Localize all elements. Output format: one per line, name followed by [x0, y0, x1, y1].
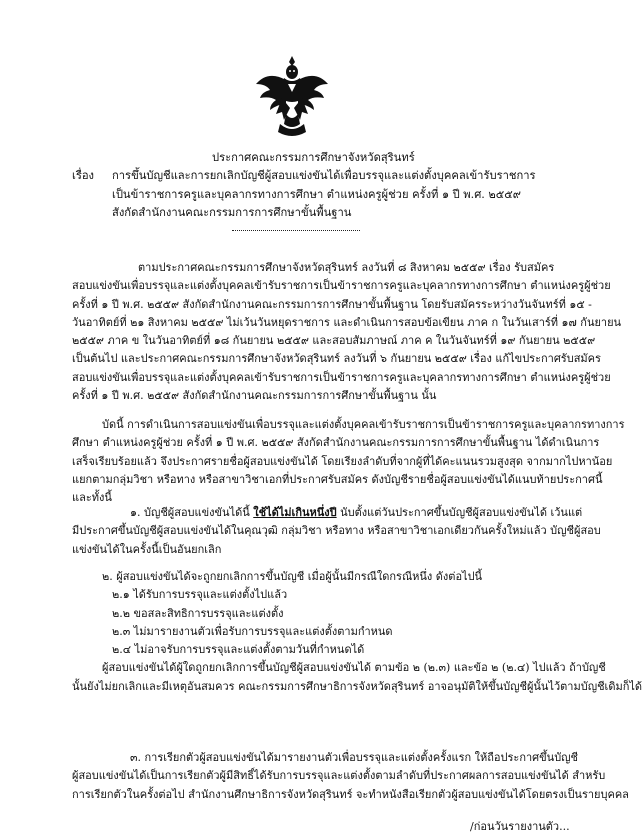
paragraph-announcement — [72, 416, 625, 507]
subject-line: สังกัดสำนักงานคณะกรรมการการศึกษาขั้นพื้นฐาน — [112, 206, 352, 219]
text-line: มีประกาศขึ้นบัญชีผู้สอบแข่งขันได้ในคุณวุฒิ กลุ่มวิชา หรือทาง หรือสาขาวิชาเอกเดียวกันครั้งใหม่แล้ว บัญชีผู้สอบ — [72, 524, 601, 538]
text-line: ศึกษา ตำแหน่งครูผู้ช่วย ครั้งที่ ๑ ปี พ.ศ. ๒๕๕๙ สังกัดสำนักงานคณะกรรมการการศึกษาขั้นพื้นฐาน ได้ดำเนินการ — [72, 436, 600, 450]
text-line: ๓. การเรียกตัวผู้สอบแข่งขันได้มารายงานตัวเพื่อบรรจุและแต่งตั้งครั้งแรก ให้ถือประกาศขึ้นบัญชี — [130, 751, 579, 764]
subject-line: เป็นข้าราชการครูและบุคลากรทางการศึกษา ตำแหน่งครูผู้ช่วย ครั้งที่ ๑ ปี พ.ศ. ๒๕๕๙ — [112, 188, 521, 201]
text-line: ๒.๒ ขอสละสิทธิการบรรจุและแต่งตั้ง — [112, 606, 284, 620]
continuation-note: /ก่อนวันรายงานตัว... — [470, 820, 570, 833]
subject-line: การขึ้นบัญชีและการยกเลิกบัญชีผู้สอบแข่งขันได้เพื่อบรรจุและแต่งตั้งบุคคลเข้ารับราชการ — [112, 169, 536, 182]
text-line: แยกตามกลุ่มวิชา หรือทาง หรือสาขาวิชาเอกที่ประกาศรับสมัคร ดังบัญชีรายชื่อผู้สอบแข่งขันได้แนบท้ายประกาศนี้ — [72, 472, 603, 486]
paragraph-background — [72, 259, 622, 405]
text-line: ผู้สอบแข่งขันได้เป็นการเรียกตัวผู้มีสิทธิ์ได้รับการบรรจุและแต่งตั้งตามลำดับที่ประกาศผลการสอบแข่งขันได้ สำหรับ — [72, 769, 606, 783]
text-line: เสร็จเรียบร้อยแล้ว จึงประกาศรายชื่อผู้สอบแข่งขันได้ โดยเรียงลำดับที่จากผู้ที่ได้คะแนนรวมสูงสุด จากมากไปหาน้อย — [72, 454, 613, 468]
separator-line — [232, 230, 360, 231]
garuda-emblem — [254, 52, 330, 138]
text-line: ๒๕๕๙ ภาค ข ในวันอาทิตย์ที่ ๑๘ กันยายน ๒๕๕๙ และสอบสัมภาษณ์ ภาค ค ในวันจันทร์ที่ ๑๙ กันยายน ๒๕๕๙ — [72, 334, 596, 348]
text-line: ผู้สอบแข่งขันได้ผู้ใดถูกยกเลิกการขึ้นบัญชีผู้สอบแข่งขันได้ ตามข้อ ๒ (๒.๓) และข้อ ๒ (๒.๔) ไปแล้ว ถ้าบัญชี — [102, 661, 606, 675]
text-line: แข่งขันได้ในครั้งนี้เป็นอันยกเลิก — [72, 542, 222, 556]
text-line: ครั้งที่ ๑ ปี พ.ศ. ๒๕๕๙ สังกัดสำนักงานคณะกรรมการการศึกษาขั้นพื้นฐาน นั้น — [72, 389, 437, 403]
text-line: ตามประกาศคณะกรรมการศึกษาจังหวัดสุรินทร์ ลงวันที่ ๘ สิงหาคม ๒๕๕๙ เรื่อง รับสมัคร — [138, 261, 555, 274]
announcement-title: ประกาศคณะกรรมการศึกษาจังหวัดสุรินทร์ — [212, 151, 415, 164]
text-line: ๒.๓ ไม่มารายงานตัวเพื่อรับการบรรจุและแต่งตั้งตามกำหนด — [112, 624, 393, 638]
item-2 — [72, 568, 642, 696]
item-1 — [72, 504, 601, 559]
item-1-suffix: นับตั้งแต่วันประกาศขึ้นบัญชีผู้สอบแข่งขันได้ เว้นแต่ — [336, 506, 583, 519]
text-line: บัดนี้ การดำเนินการสอบแข่งขันเพื่อบรรจุและแต่งตั้งบุคคลเข้ารับราชการเป็นข้าราชการครูและบุคลากรทางการ — [102, 418, 625, 431]
item-1-emphasis: ใช้ได้ไม่เกินหนึ่งปี — [253, 506, 337, 519]
text-line: เป็นต้นไป และประกาศคณะกรรมการศึกษาจังหวัดสุรินทร์ ลงวันที่ ๖ กันยายน ๒๕๕๙ เรื่อง แก้ไขประกาศรับสมัคร — [72, 352, 601, 366]
text-line: วันอาทิตย์ที่ ๒๑ สิงหาคม ๒๕๕๙ ไม่เว้นวันหยุดราชการ และดำเนินการสอบข้อเขียน ภาค ก ในวันเสาร์ที่ ๑๗ กันยายน — [72, 315, 622, 329]
text-line: นั้นยังไม่ยกเลิกและมีเหตุอันสมควร คณะกรรมการศึกษาธิการจังหวัดสุรินทร์ อาจอนุมัติให้ขึ้นบัญชีผู้นั้นไว้ตามบัญชีเดิมก็ได้ — [72, 679, 642, 693]
text-line: ๒.๔ ไม่อาจรับการบรรจุและแต่งตั้งตามวันที่กำหนดได้ — [112, 643, 365, 657]
item-3 — [72, 749, 629, 804]
text-line: การเรียกตัวในครั้งต่อไป สำนักงานศึกษาธิการจังหวัดสุรินทร์ จะทำหนังสือเรียกตัวผู้สอบแข่งขันได้โดยตรงเป็นรายบุคคล — [72, 787, 629, 801]
text-line — [72, 504, 583, 522]
text-line: สอบแข่งขันเพื่อบรรจุและแต่งตั้งบุคคลเข้ารับราชการเป็นข้าราชการครูและบุคลากรทางการศึกษา ตำแหน่งครูผู้ช่วย — [72, 279, 611, 293]
subject-label: เรื่อง — [72, 169, 95, 182]
text-line: ครั้งที่ ๑ ปี พ.ศ. ๒๕๕๙ สังกัดสำนักงานคณะกรรมการการศึกษาขั้นพื้นฐาน โดยรับสมัครระหว่างวันจันทร์ที่ ๑๕ - — [72, 297, 592, 311]
text-line: ๒.๑ ได้รับการบรรจุและแต่งตั้งไปแล้ว — [112, 588, 288, 602]
text-line: สอบแข่งขันเพื่อบรรจุและแต่งตั้งบุคคลเข้ารับราชการเป็นข้าราชการครูและบุคลากรทางการศึกษา ตำแหน่งครูผู้ช่วย — [72, 370, 611, 384]
text-line: และทั้งนี้ — [72, 491, 112, 505]
text-line: ๒. ผู้สอบแข่งขันได้จะถูกยกเลิกการขึ้นบัญชี เมื่อผู้นั้นมีกรณีใดกรณีหนึ่ง ดังต่อไปนี้ — [102, 570, 483, 583]
item-1-prefix: ๑. บัญชีผู้สอบแข่งขันได้นี้ — [130, 506, 254, 519]
